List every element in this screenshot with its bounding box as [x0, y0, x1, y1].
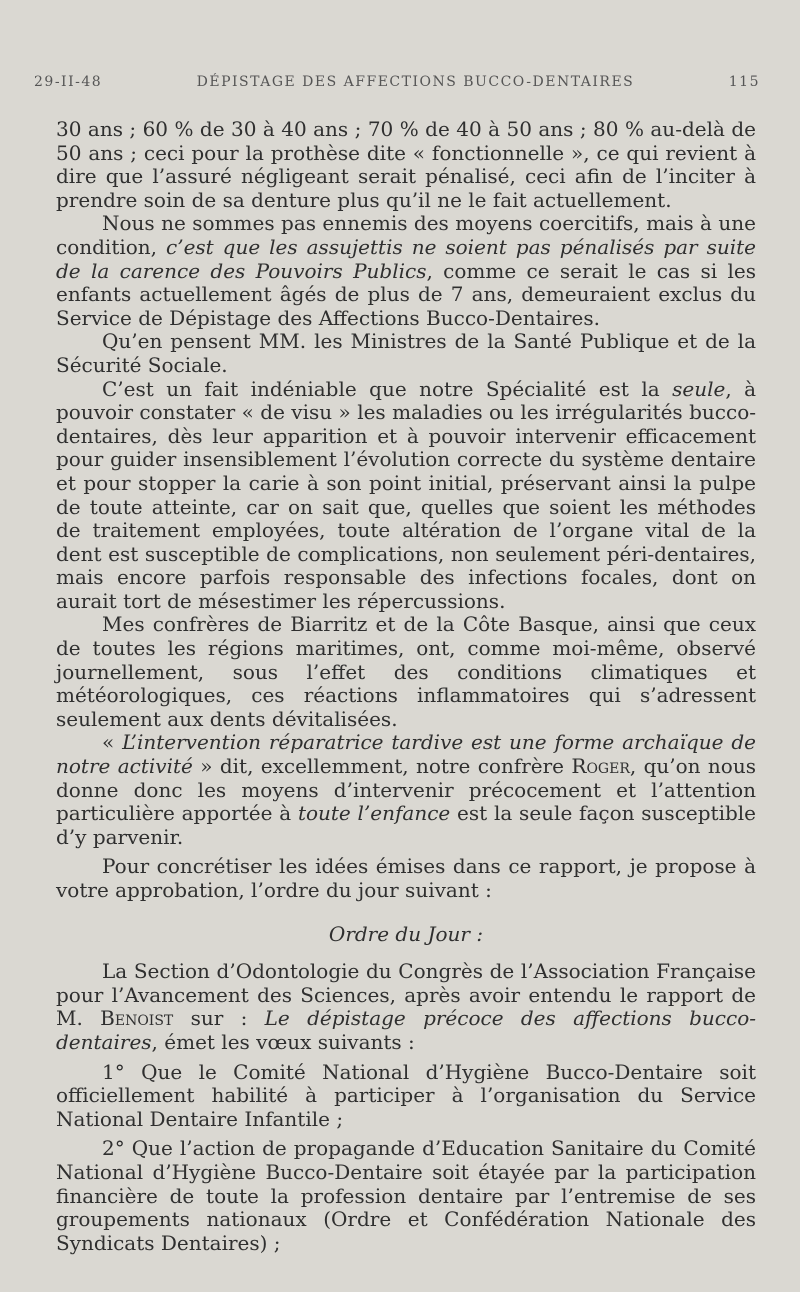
p6-text-c: » dit, excellemment, notre confrère — [192, 754, 572, 779]
paragraph-7: Pour concrétiser les idées émises dans ce rapport, je propose à votre approbation, l’ordre du jour suivant : — [56, 854, 756, 902]
paragraph-3: Qu’en pensent MM. les Ministres de la Santé Publique et de la Sécurité Sociale. — [56, 329, 756, 377]
p2-text-a: Nous ne sommes pas ennemis des moyens coercitifs, mais à une condition, — [56, 211, 756, 259]
p6-author-name: Roger — [571, 754, 630, 779]
header-title: DÉPISTAGE DES AFFECTIONS BUCCO-DENTAIRES — [196, 74, 635, 90]
running-header — [34, 74, 760, 90]
body-text — [56, 118, 756, 1255]
paragraph-6 — [56, 731, 756, 849]
paragraph-9: 1° Que le Comité National d’Hygiène Bucco-Dentaire soit officiellement habilité à participer à l’organisation du Service National Dentaire Infantile ; — [56, 1059, 756, 1131]
paragraph-1: 30 ans ; 60 % de 30 à 40 ans ; 70 % de 40 à 50 ans ; 80 % au-delà de 50 ans ; ceci pour la prothèse dite « fonctionnelle », ce qui revient à dire que l’assuré négligeant serait pénalisé, ceci afin de l’inciter à prendre soin de sa denture plus qu’il ne le fait actuellement. — [56, 117, 756, 212]
p8-italic-title: Le dépistage précoce des affections bucco-dentaires — [56, 1006, 757, 1054]
p8-text-e: , émet les vœux suivants : — [151, 1029, 415, 1054]
p6-text-g: est la seule façon susceptible d’y parvenir. — [56, 801, 756, 849]
p6-italic-enfance: toute l’enfance — [297, 801, 451, 826]
paragraph-5: Mes confrères de Biarritz et de la Côte Basque, ainsi que ceux de toutes les régions maritimes, ont, comme moi-même, observé journellement, sous l’effet des conditions climatiques et météorologiques, ces réactions inflammatoires qui s’adressent seulement aux dents dévitalisées. — [56, 612, 756, 731]
p4-text-c: , à pouvoir constater « de visu » les maladies ou les irrégularités bucco-dentaires, dès leur apparition et à pouvoir intervenir efficacement pour guider insensiblement l’évolution correcte du système dentaire et pour stopper la carie à son point initial, préservant ainsi la pulpe de toute atteinte, car on sait que, quelles que soient les méthodes de traitement employées, toute altération de l’organe vital de la dent est susceptible de complications, non seulement péri-dentaires, mais encore parfois responsable des infections focales, dont on aurait tort de mésestimer les répercussions. — [56, 376, 757, 613]
p8-text-a: La Section d’Odontologie du Congrès de l’Association Française pour l’Avancement des Sciences, après avoir entendu le rapport de M. — [56, 959, 756, 1031]
header-date: 29-II-48 — [34, 74, 103, 90]
paragraph-8 — [56, 960, 756, 1054]
page-number: 115 — [728, 74, 760, 90]
p6-quote-italic: L’intervention réparatrice tardive est une forme archaïque de notre activité — [56, 730, 757, 779]
section-heading: Ordre du Jour : — [328, 921, 484, 946]
p2-text-c: , comme ce serait le cas si les enfants actuellement âgés de plus de 7 ans, demeuraient exclus du Service de Dépistage des Affections Bucco-Dentaires. — [56, 258, 756, 330]
p4-italic: seule — [672, 376, 726, 401]
p4-text-a: C’est un fait indéniable que notre Spécialité est la — [102, 376, 673, 401]
paragraph-2 — [56, 212, 756, 330]
paragraph-4 — [56, 378, 756, 614]
paragraph-10: 2° Que l’action de propagande d’Education Sanitaire du Comité National d’Hygiène Bucco-Dentaire soit étayée par la participation financière de toute la profession dentaire par l’entremise de ses groupements nationaux (Ordre et Confédération Nationale des Syndicats Dentaires) ; — [56, 1136, 756, 1255]
p2-italic: c’est que les assujettis ne soient pas pénalisés par suite de la carence des Pouvoirs Publics — [56, 234, 756, 283]
p8-author-name: Benoist — [100, 1006, 174, 1031]
p8-text-c: sur : — [173, 1006, 265, 1031]
p6-text-a: « — [102, 730, 123, 755]
p6-text-e: , qu’on nous donne donc les moyens d’intervenir précocement et l’attention particulière apportée à — [56, 754, 756, 826]
